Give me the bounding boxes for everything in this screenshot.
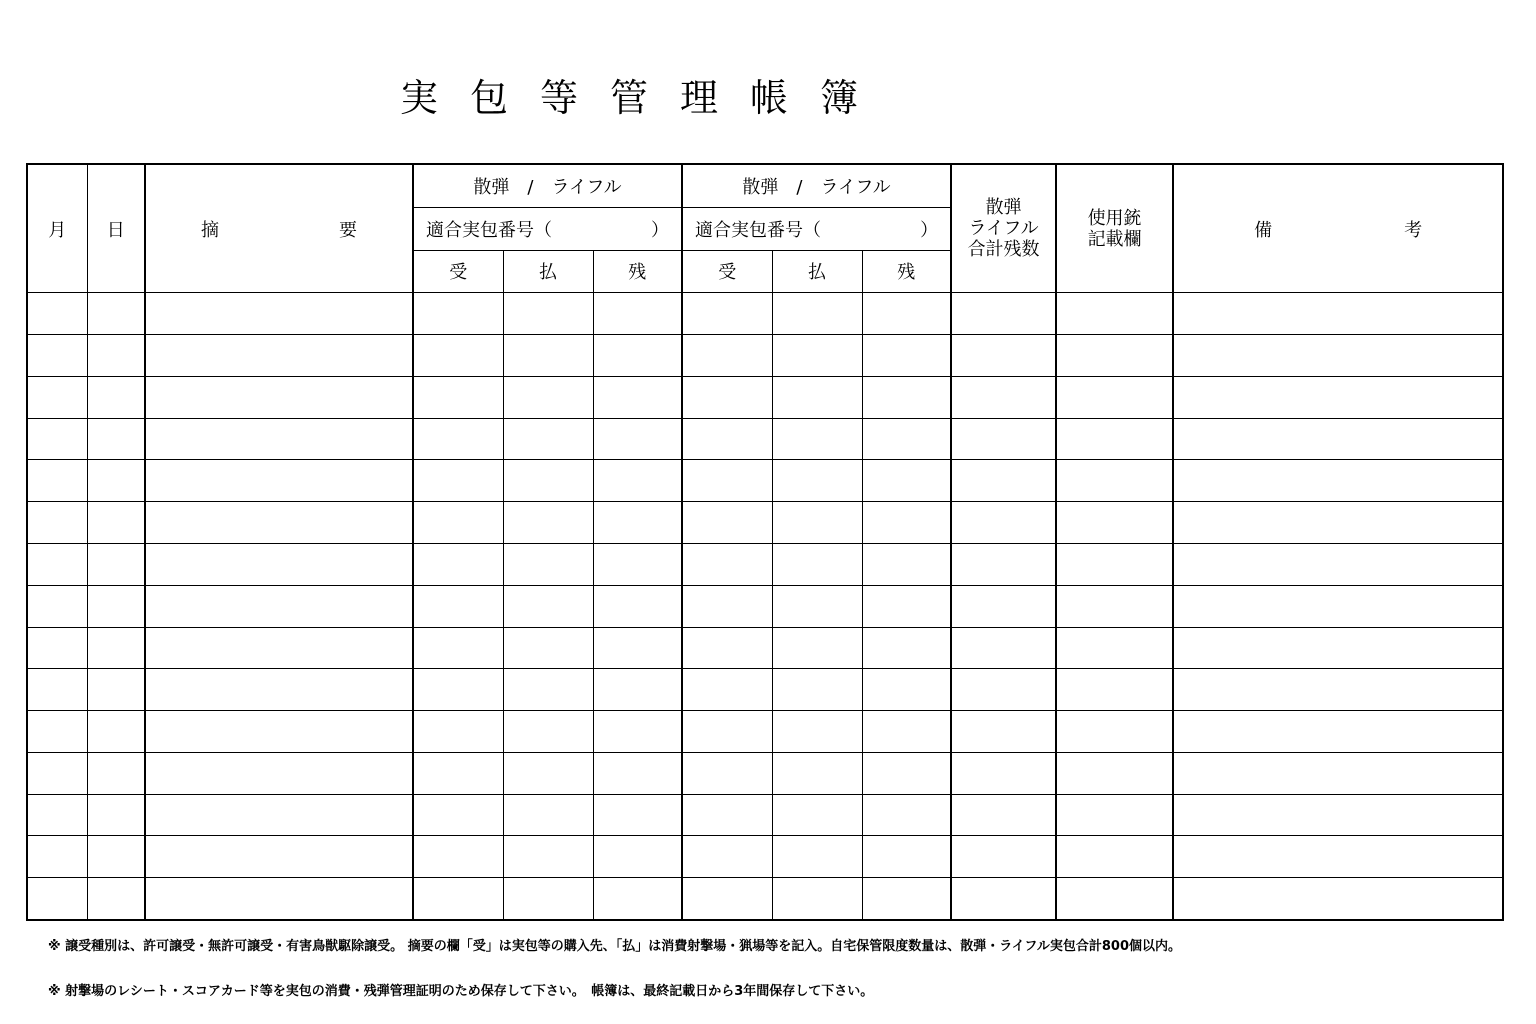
cell-day[interactable]	[87, 376, 145, 418]
cell-month[interactable]	[27, 460, 87, 502]
cell-remarks[interactable]	[1173, 669, 1503, 711]
header-gun-used: 使用銃 記載欄	[1056, 164, 1173, 293]
cell-remarks[interactable]	[1173, 627, 1503, 669]
cell-g1-pay[interactable]	[503, 711, 593, 753]
cell-g1-receive[interactable]	[413, 752, 503, 794]
cell-g2-receive[interactable]	[682, 794, 772, 836]
cell-g1-pay[interactable]	[503, 502, 593, 544]
cell-g1-pay[interactable]	[503, 543, 593, 585]
header-group1-remain: 残	[593, 250, 682, 293]
table-row	[27, 836, 1503, 878]
cell-g1-remain[interactable]	[593, 335, 682, 377]
cell-total[interactable]	[951, 627, 1056, 669]
cell-day[interactable]	[87, 794, 145, 836]
table-row	[27, 627, 1503, 669]
cell-g1-remain[interactable]	[593, 752, 682, 794]
header-group2-receive: 受	[682, 250, 772, 293]
cell-gun[interactable]	[1056, 669, 1173, 711]
cell-total[interactable]	[951, 543, 1056, 585]
cell-g2-receive[interactable]	[682, 878, 772, 920]
cell-total[interactable]	[951, 335, 1056, 377]
cell-summary[interactable]	[145, 376, 413, 418]
cell-day[interactable]	[87, 460, 145, 502]
cell-day[interactable]	[87, 836, 145, 878]
cell-g1-pay[interactable]	[503, 836, 593, 878]
cell-g1-remain[interactable]	[593, 627, 682, 669]
cell-summary[interactable]	[145, 335, 413, 377]
header-group1-pay: 払	[503, 250, 593, 293]
cell-g2-remain[interactable]	[862, 752, 951, 794]
cell-g2-remain[interactable]	[862, 627, 951, 669]
cell-gun[interactable]	[1056, 418, 1173, 460]
cell-day[interactable]	[87, 418, 145, 460]
cell-g1-pay[interactable]	[503, 752, 593, 794]
cell-summary[interactable]	[145, 293, 413, 335]
header-group2-pay: 払	[772, 250, 862, 293]
cell-g1-remain[interactable]	[593, 502, 682, 544]
cell-month[interactable]	[27, 752, 87, 794]
cell-g1-pay[interactable]	[503, 627, 593, 669]
cell-g1-pay[interactable]	[503, 794, 593, 836]
cell-remarks[interactable]	[1173, 585, 1503, 627]
cell-month[interactable]	[27, 543, 87, 585]
header-day: 日	[87, 164, 145, 293]
cell-g1-receive[interactable]	[413, 585, 503, 627]
header-remarks: 備 考	[1173, 164, 1503, 293]
cell-month[interactable]	[27, 502, 87, 544]
cell-remarks[interactable]	[1173, 752, 1503, 794]
header-group1-receive: 受	[413, 250, 503, 293]
cell-day[interactable]	[87, 627, 145, 669]
cell-summary[interactable]	[145, 711, 413, 753]
cell-g2-receive[interactable]	[682, 627, 772, 669]
cell-remarks[interactable]	[1173, 836, 1503, 878]
cell-g2-remain[interactable]	[862, 794, 951, 836]
cell-gun[interactable]	[1056, 502, 1173, 544]
cell-g1-receive[interactable]	[413, 543, 503, 585]
cell-summary[interactable]	[145, 878, 413, 920]
footnotes	[48, 934, 1518, 1024]
cell-day[interactable]	[87, 543, 145, 585]
cell-total[interactable]	[951, 669, 1056, 711]
cell-g1-pay[interactable]	[503, 376, 593, 418]
cell-month[interactable]	[27, 293, 87, 335]
cell-day[interactable]	[87, 711, 145, 753]
cell-g1-receive[interactable]	[413, 794, 503, 836]
cell-g1-receive[interactable]	[413, 418, 503, 460]
cell-total[interactable]	[951, 502, 1056, 544]
cell-gun[interactable]	[1056, 293, 1173, 335]
table-body	[27, 293, 1503, 920]
page-title: 実包等管理帳簿	[400, 76, 891, 120]
cell-g1-remain[interactable]	[593, 836, 682, 878]
cell-g2-remain[interactable]	[862, 585, 951, 627]
cell-day[interactable]	[87, 335, 145, 377]
cell-month[interactable]	[27, 376, 87, 418]
cell-g2-pay[interactable]	[772, 335, 862, 377]
table-header	[27, 164, 1503, 293]
cell-g1-remain[interactable]	[593, 543, 682, 585]
cell-summary[interactable]	[145, 836, 413, 878]
cell-remarks[interactable]	[1173, 711, 1503, 753]
cell-gun[interactable]	[1056, 460, 1173, 502]
cell-remarks[interactable]	[1173, 293, 1503, 335]
table-row	[27, 711, 1503, 753]
cell-g2-receive[interactable]	[682, 836, 772, 878]
cell-g1-receive[interactable]	[413, 502, 503, 544]
cell-g1-remain[interactable]	[593, 711, 682, 753]
table-row	[27, 585, 1503, 627]
cell-month[interactable]	[27, 836, 87, 878]
cell-g2-pay[interactable]	[772, 418, 862, 460]
cell-total[interactable]	[951, 752, 1056, 794]
cell-summary[interactable]	[145, 752, 413, 794]
cell-g2-remain[interactable]	[862, 543, 951, 585]
table-row	[27, 669, 1503, 711]
cell-day[interactable]	[87, 669, 145, 711]
cell-g2-receive[interactable]	[682, 460, 772, 502]
footnote-1: ※ 譲受種別は、許可譲受・無許可譲受・有害鳥獣駆除譲受。 摘要の欄「受」は実包等の購入先、「払」は消費射撃場・猟場等を記入。自宅保管限度数量は、散弾・ライフル実包合計800個以内。	[48, 939, 1182, 954]
cell-total[interactable]	[951, 711, 1056, 753]
cell-remarks[interactable]	[1173, 418, 1503, 460]
cell-g1-pay[interactable]	[503, 585, 593, 627]
cell-gun[interactable]	[1056, 627, 1173, 669]
header-month: 月	[27, 164, 87, 293]
cell-month[interactable]	[27, 335, 87, 377]
cell-g2-pay[interactable]	[772, 878, 862, 920]
cell-total[interactable]	[951, 794, 1056, 836]
cell-g2-remain[interactable]	[862, 502, 951, 544]
cell-g2-remain[interactable]	[862, 418, 951, 460]
cell-gun[interactable]	[1056, 878, 1173, 920]
header-group2-type: 散弾 / ライフル	[682, 164, 951, 207]
table-row	[27, 794, 1503, 836]
cell-summary[interactable]	[145, 502, 413, 544]
cell-day[interactable]	[87, 878, 145, 920]
cell-g2-receive[interactable]	[682, 585, 772, 627]
cell-day[interactable]	[87, 752, 145, 794]
cell-g2-pay[interactable]	[772, 794, 862, 836]
cell-g1-pay[interactable]	[503, 418, 593, 460]
cell-remarks[interactable]	[1173, 376, 1503, 418]
cell-g2-remain[interactable]	[862, 878, 951, 920]
cell-g2-receive[interactable]	[682, 711, 772, 753]
cell-g2-receive[interactable]	[682, 418, 772, 460]
cell-g2-remain[interactable]	[862, 669, 951, 711]
cell-g1-pay[interactable]	[503, 878, 593, 920]
cell-g2-pay[interactable]	[772, 460, 862, 502]
cell-summary[interactable]	[145, 585, 413, 627]
header-group2-serial: 適合実包番号（ ）	[682, 207, 951, 250]
cell-g1-pay[interactable]	[503, 335, 593, 377]
cell-remarks[interactable]	[1173, 878, 1503, 920]
cell-g2-remain[interactable]	[862, 293, 951, 335]
cell-g2-remain[interactable]	[862, 376, 951, 418]
cell-total[interactable]	[951, 293, 1056, 335]
cell-month[interactable]	[27, 585, 87, 627]
table-row	[27, 543, 1503, 585]
cell-month[interactable]	[27, 418, 87, 460]
cell-remarks[interactable]	[1173, 543, 1503, 585]
cell-summary[interactable]	[145, 627, 413, 669]
cell-month[interactable]	[27, 711, 87, 753]
cell-remarks[interactable]	[1173, 460, 1503, 502]
cell-total[interactable]	[951, 418, 1056, 460]
cell-g1-receive[interactable]	[413, 376, 503, 418]
cell-g2-receive[interactable]	[682, 669, 772, 711]
cell-g2-remain[interactable]	[862, 335, 951, 377]
table-row	[27, 418, 1503, 460]
cell-g2-receive[interactable]	[682, 335, 772, 377]
cell-g2-pay[interactable]	[772, 585, 862, 627]
cell-g1-pay[interactable]	[503, 293, 593, 335]
cell-summary[interactable]	[145, 460, 413, 502]
cell-g2-pay[interactable]	[772, 293, 862, 335]
cell-month[interactable]	[27, 794, 87, 836]
cell-remarks[interactable]	[1173, 794, 1503, 836]
cell-g2-receive[interactable]	[682, 752, 772, 794]
cell-gun[interactable]	[1056, 585, 1173, 627]
cell-g1-remain[interactable]	[593, 293, 682, 335]
cell-g2-pay[interactable]	[772, 669, 862, 711]
ledger-table	[26, 163, 1504, 921]
cell-total[interactable]	[951, 585, 1056, 627]
cell-g1-remain[interactable]	[593, 460, 682, 502]
cell-g2-pay[interactable]	[772, 711, 862, 753]
cell-month[interactable]	[27, 669, 87, 711]
cell-month[interactable]	[27, 627, 87, 669]
cell-g1-remain[interactable]	[593, 585, 682, 627]
cell-gun[interactable]	[1056, 335, 1173, 377]
cell-g2-pay[interactable]	[772, 836, 862, 878]
cell-g1-pay[interactable]	[503, 460, 593, 502]
cell-g2-receive[interactable]	[682, 293, 772, 335]
cell-g1-receive[interactable]	[413, 335, 503, 377]
table-row	[27, 502, 1503, 544]
cell-g2-pay[interactable]	[772, 627, 862, 669]
cell-total[interactable]	[951, 376, 1056, 418]
cell-g1-pay[interactable]	[503, 669, 593, 711]
cell-summary[interactable]	[145, 794, 413, 836]
cell-summary[interactable]	[145, 418, 413, 460]
cell-g2-pay[interactable]	[772, 502, 862, 544]
table-row	[27, 335, 1503, 377]
cell-g1-receive[interactable]	[413, 627, 503, 669]
cell-g2-remain[interactable]	[862, 836, 951, 878]
cell-g2-receive[interactable]	[682, 502, 772, 544]
header-group2-remain: 残	[862, 250, 951, 293]
cell-day[interactable]	[87, 293, 145, 335]
cell-g1-receive[interactable]	[413, 711, 503, 753]
cell-gun[interactable]	[1056, 794, 1173, 836]
cell-g2-receive[interactable]	[682, 543, 772, 585]
cell-gun[interactable]	[1056, 543, 1173, 585]
header-group1-serial: 適合実包番号（ ）	[413, 207, 682, 250]
cell-day[interactable]	[87, 502, 145, 544]
cell-total[interactable]	[951, 836, 1056, 878]
header-total-remaining: 散弾 ライフル 合計残数	[951, 164, 1056, 293]
cell-total[interactable]	[951, 460, 1056, 502]
cell-gun[interactable]	[1056, 711, 1173, 753]
cell-summary[interactable]	[145, 669, 413, 711]
table-row	[27, 460, 1503, 502]
header-summary: 摘 要	[145, 164, 413, 293]
cell-g2-remain[interactable]	[862, 460, 951, 502]
cell-g1-receive[interactable]	[413, 836, 503, 878]
cell-summary[interactable]	[145, 543, 413, 585]
cell-remarks[interactable]	[1173, 502, 1503, 544]
cell-g1-receive[interactable]	[413, 878, 503, 920]
table-row	[27, 878, 1503, 920]
cell-month[interactable]	[27, 878, 87, 920]
cell-g1-remain[interactable]	[593, 376, 682, 418]
cell-g1-receive[interactable]	[413, 460, 503, 502]
cell-g1-remain[interactable]	[593, 794, 682, 836]
cell-gun[interactable]	[1056, 752, 1173, 794]
footnote-2: ※ 射撃場のレシート・スコアカード等を実包の消費・残弾管理証明のため保存して下さい。 帳簿は、最終記載日から3年間保存して下さい。	[48, 984, 874, 999]
cell-g2-pay[interactable]	[772, 543, 862, 585]
cell-g2-receive[interactable]	[682, 376, 772, 418]
cell-g1-remain[interactable]	[593, 669, 682, 711]
cell-day[interactable]	[87, 585, 145, 627]
table-row	[27, 376, 1503, 418]
table-row	[27, 293, 1503, 335]
cell-g2-pay[interactable]	[772, 376, 862, 418]
header-group1-type: 散弾 / ライフル	[413, 164, 682, 207]
cell-g1-remain[interactable]	[593, 418, 682, 460]
cell-g2-pay[interactable]	[772, 752, 862, 794]
cell-remarks[interactable]	[1173, 335, 1503, 377]
cell-gun[interactable]	[1056, 836, 1173, 878]
cell-g1-receive[interactable]	[413, 669, 503, 711]
cell-g1-receive[interactable]	[413, 293, 503, 335]
cell-total[interactable]	[951, 878, 1056, 920]
table-row	[27, 752, 1503, 794]
cell-gun[interactable]	[1056, 376, 1173, 418]
cell-g1-remain[interactable]	[593, 878, 682, 920]
cell-g2-remain[interactable]	[862, 711, 951, 753]
